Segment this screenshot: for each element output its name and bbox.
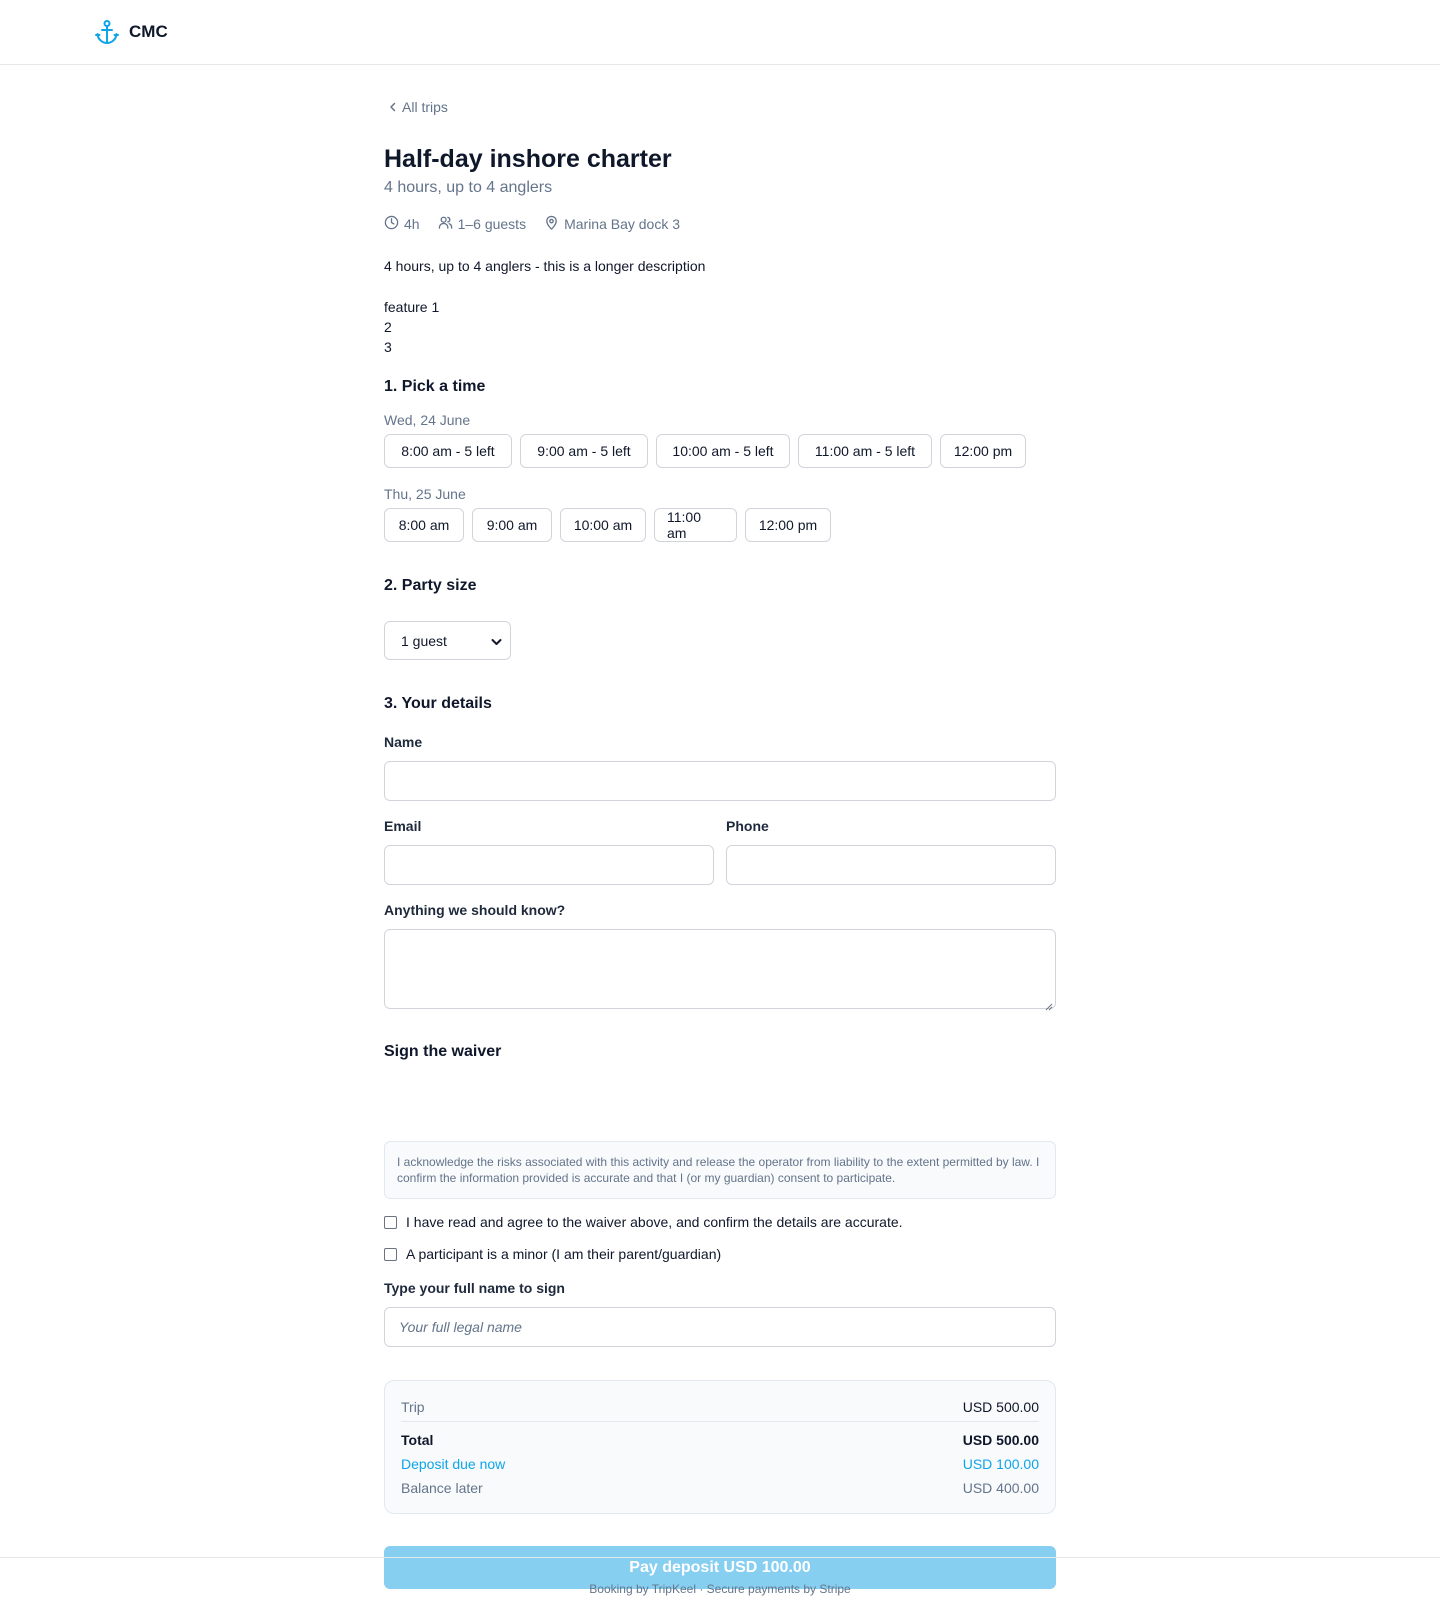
- back-to-all-trips-link[interactable]: [388, 99, 448, 115]
- feature-item: feature 1: [384, 299, 440, 315]
- pay-deposit-button[interactable]: Pay deposit USD 100.00: [384, 1546, 1056, 1589]
- trip-meta: [384, 215, 680, 233]
- summary-total-row: [401, 1432, 1039, 1448]
- summary-total-value: USD 500.00: [962, 1432, 1039, 1448]
- anchor-icon: [95, 19, 119, 45]
- resize-grip-icon[interactable]: [1045, 998, 1053, 1006]
- clock-icon: [384, 215, 399, 233]
- party-size-value: 1 guest: [401, 632, 447, 649]
- price-summary: [384, 1380, 1056, 1514]
- chevron-down-icon: [491, 633, 502, 649]
- day-label-thu: Thu, 25 June: [384, 486, 466, 502]
- trip-title: Half-day inshore charter: [384, 145, 672, 173]
- brand-name: CMC: [129, 22, 168, 41]
- feature-item: 2: [384, 319, 392, 335]
- time-slot-button[interactable]: 10:00 am: [560, 508, 646, 542]
- chevron-left-icon: [388, 99, 398, 115]
- phone-input[interactable]: [726, 845, 1056, 885]
- trip-description: 4 hours, up to 4 anglers - this is a longer description: [384, 258, 706, 274]
- slot-row-thu: [384, 508, 831, 542]
- time-slot-button[interactable]: 10:00 am - 5 left: [656, 434, 790, 468]
- trip-subtitle: 4 hours, up to 4 anglers: [384, 179, 553, 196]
- email-input[interactable]: [384, 845, 714, 885]
- minor-participant-label[interactable]: A participant is a minor (I am their parent/guardian): [406, 1246, 722, 1262]
- back-link-label: All trips: [402, 99, 448, 115]
- meta-guests-text: 1–6 guests: [457, 216, 527, 232]
- waiver-text-box: I acknowledge the risks associated with this activity and release the operator from liability to the extent permitted by law. I confirm the information provided is accurate and that I (or my guardian) consent to participate.: [384, 1141, 1056, 1199]
- signature-label: Type your full name to sign: [384, 1280, 565, 1296]
- footer-text: Booking by TripKeel · Secure payments by Stripe: [589, 1582, 851, 1596]
- summary-deposit-label: Deposit due now: [401, 1456, 506, 1472]
- map-pin-icon: [544, 215, 559, 233]
- summary-deposit-row: [401, 1456, 1039, 1472]
- summary-trip-value: USD 500.00: [962, 1399, 1039, 1415]
- summary-balance-value: USD 400.00: [962, 1480, 1039, 1496]
- time-slot-button[interactable]: 11:00 am - 5 left: [798, 434, 932, 468]
- meta-location: [544, 215, 680, 233]
- summary-divider: [401, 1421, 1039, 1422]
- pick-time-heading: 1. Pick a time: [384, 378, 486, 395]
- slot-row-wed: [384, 434, 1026, 468]
- phone-label: Phone: [726, 818, 769, 834]
- summary-total-label: Total: [401, 1432, 434, 1448]
- email-label: Email: [384, 818, 422, 834]
- signature-placeholder: Your full legal name: [399, 1319, 522, 1335]
- agree-waiver-row[interactable]: [384, 1214, 903, 1230]
- minor-participant-checkbox[interactable]: [384, 1248, 397, 1261]
- party-size-heading: 2. Party size: [384, 577, 477, 594]
- summary-deposit-value: USD 100.00: [962, 1456, 1039, 1472]
- summary-trip-row: [401, 1399, 1039, 1415]
- notes-textarea[interactable]: [384, 929, 1056, 1009]
- notes-label: Anything we should know?: [384, 902, 566, 918]
- brand[interactable]: [95, 19, 168, 45]
- waiver-heading: Sign the waiver: [384, 1043, 502, 1060]
- time-slot-button[interactable]: 9:00 am - 5 left: [520, 434, 648, 468]
- summary-balance-label: Balance later: [401, 1480, 483, 1496]
- users-icon: [438, 215, 453, 233]
- site-header: [0, 0, 1440, 65]
- feature-item: 3: [384, 339, 392, 355]
- name-input[interactable]: [384, 761, 1056, 801]
- your-details-heading: 3. Your details: [384, 695, 492, 712]
- minor-participant-row[interactable]: [384, 1246, 721, 1262]
- meta-guests: [438, 215, 527, 233]
- time-slot-button[interactable]: 9:00 am: [472, 508, 552, 542]
- agree-waiver-checkbox[interactable]: [384, 1216, 397, 1229]
- agree-waiver-label[interactable]: I have read and agree to the waiver above, and confirm the details are accurate.: [406, 1214, 903, 1230]
- trip-features: [384, 297, 439, 357]
- site-footer: [0, 1557, 1440, 1623]
- time-slot-button[interactable]: 12:00 pm: [745, 508, 831, 542]
- summary-trip-label: Trip: [401, 1399, 425, 1415]
- time-slot-button[interactable]: 8:00 am: [384, 508, 464, 542]
- meta-duration: [384, 215, 420, 233]
- name-label: Name: [384, 734, 423, 750]
- summary-balance-row: [401, 1480, 1039, 1496]
- day-label-wed: Wed, 24 June: [384, 412, 471, 428]
- signature-input[interactable]: [384, 1307, 1056, 1347]
- meta-duration-text: 4h: [404, 216, 420, 232]
- time-slot-button[interactable]: 12:00 pm: [940, 434, 1026, 468]
- time-slot-button[interactable]: 11:00 am: [654, 508, 737, 542]
- time-slot-button[interactable]: 8:00 am - 5 left: [384, 434, 512, 468]
- party-size-select[interactable]: [384, 621, 511, 660]
- meta-location-text: Marina Bay dock 3: [564, 216, 681, 232]
